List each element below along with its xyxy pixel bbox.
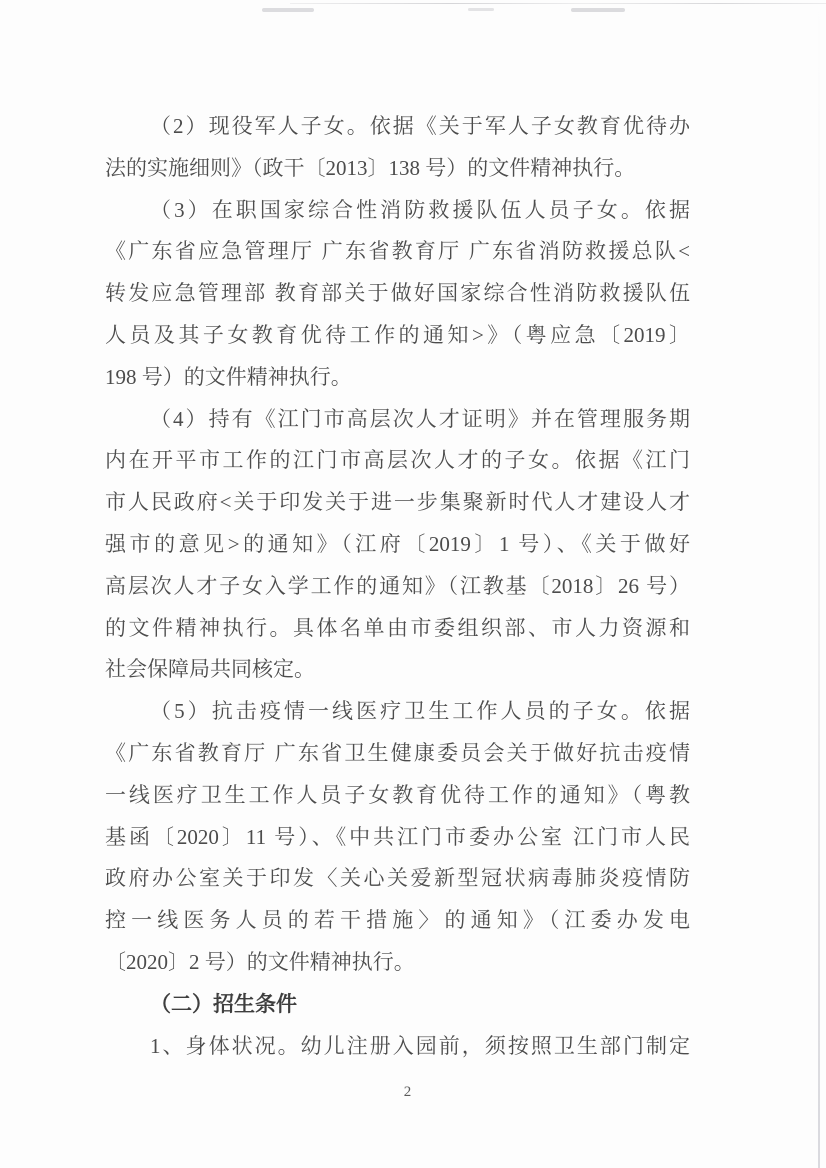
text-line: 社会保障局共同核定。 (105, 657, 315, 682)
text-line: 一线医疗卫生工作人员子女教育优待工作的通知》（粤教 (105, 782, 690, 807)
scan-artifact-smudge (468, 8, 494, 11)
text-line: （4）持有《江门市高层次人才证明》并在管理服务期 (150, 406, 690, 431)
text-line: （5）抗击疫情一线医疗卫生工作人员的子女。依据 (150, 699, 690, 724)
text-line: 的文件精神执行。具体名单由市委组织部、市人力资源和 (105, 615, 690, 640)
text-line: 1、身体状况。幼儿注册入园前，须按照卫生部门制定 (150, 1033, 690, 1058)
text-line: 人员及其子女教育优待工作的通知>》（粤应急〔2019〕 (105, 322, 690, 347)
scan-artifact-smudge (571, 8, 625, 12)
text-line: 198 号）的文件精神执行。 (105, 364, 352, 389)
text-line: 内在开平市工作的江门市高层次人才的子女。依据《江门 (105, 448, 690, 473)
text-line: 法的实施细则》（政干〔2013〕138 号）的文件精神执行。 (105, 155, 636, 180)
text-line: （2）现役军人子女。依据《关于军人子女教育优待办 (150, 114, 690, 138)
text-line: 《广东省应急管理厅 广东省教育厅 广东省消防救援总队< (105, 239, 690, 264)
section-heading: （二）招生条件 (150, 991, 297, 1016)
text-line: 转发应急管理部 教育部关于做好国家综合性消防救援队伍 (105, 281, 690, 306)
text-line: 控一线医务人员的若干措施〉的通知》（江委办发电 (105, 908, 690, 933)
page-number: 2 (403, 1084, 413, 1100)
text-line: 基函〔2020〕11 号）、《中共江门市委办公室 江门市人民 (105, 824, 690, 849)
text-line: 政府办公室关于印发〈关心关爱新型冠状病毒肺炎疫情防 (105, 866, 690, 891)
text-line: （3）在职国家综合性消防救援队伍人员子女。依据 (150, 197, 690, 222)
text-line: 高层次人才子女入学工作的通知》（江教基〔2018〕26 号） (105, 573, 690, 598)
text-line: 〔2020〕2 号）的文件精神执行。 (105, 949, 415, 974)
text-line: 《广东省教育厅 广东省卫生健康委员会关于做好抗击疫情 (105, 740, 690, 765)
scan-artifact-right-line (818, 0, 820, 1168)
scan-artifact-top-line (290, 3, 826, 4)
scan-artifact-smudge (262, 8, 314, 12)
document-text-block (105, 106, 690, 1067)
text-line: 强市的意见>的通知》（江府〔2019〕1 号）、《关于做好 (105, 531, 690, 556)
text-line: 市人民政府<关于印发关于进一步集聚新时代人才建设人才 (105, 490, 690, 515)
